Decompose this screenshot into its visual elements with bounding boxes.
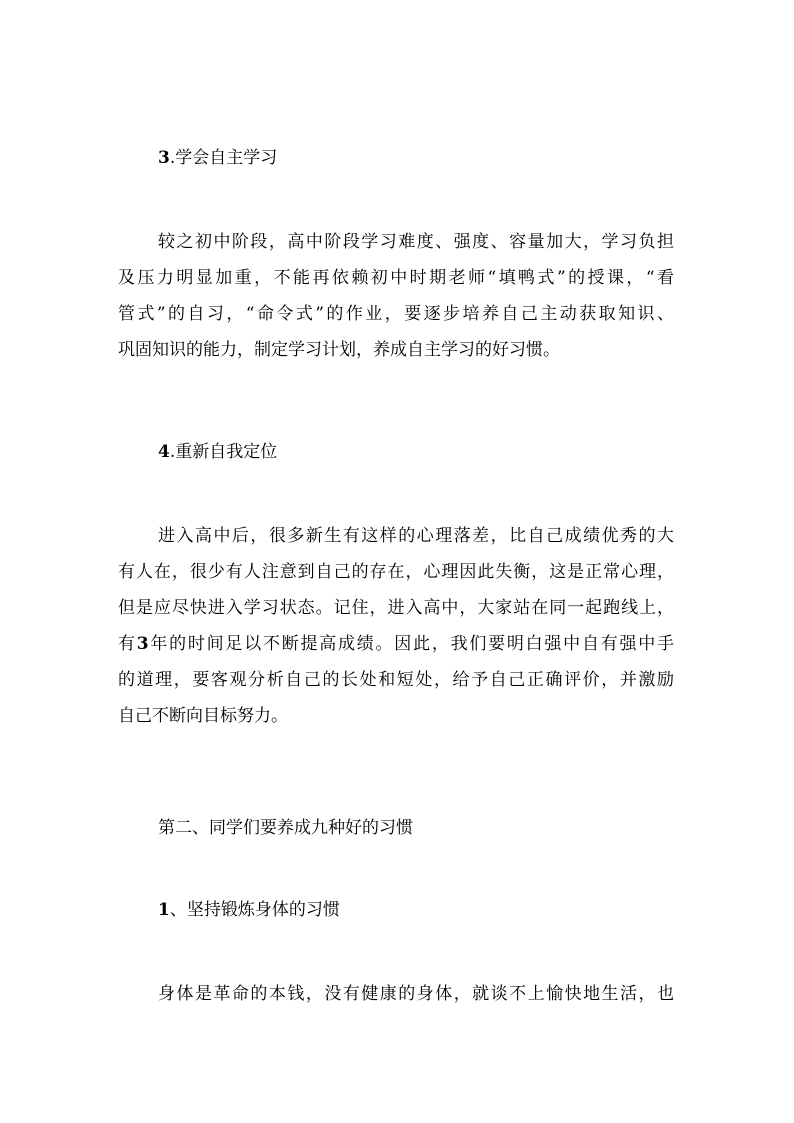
section-3-paragraph <box>118 224 674 368</box>
paragraph-line: 身体是革命的本钱，没有健康的身体，就谈不上愉快地生活，也 <box>158 984 674 1004</box>
part-2-heading <box>158 816 413 840</box>
paragraph-line: 但是应尽快进入学习状态。记住，进入高中，大家站在同一起跑线上， <box>118 598 674 618</box>
habit-1-paragraph <box>118 976 674 1012</box>
section-3-title: .学会自主学习 <box>169 148 278 168</box>
habit-1-heading <box>158 898 340 922</box>
habit-1-number: 1 <box>158 900 170 920</box>
section-3-heading <box>158 146 277 170</box>
section-4-title: .重新自我定位 <box>169 442 278 462</box>
paragraph-line: 自己不断向目标努力。 <box>118 706 288 726</box>
years-number: 3 <box>136 634 149 654</box>
paragraph-line: 有人在，很少有人注意到自己的存在，心理因此失衡，这是正常心理， <box>118 562 674 582</box>
line-suffix: 年的时间足以不断提高成绩。因此，我们要明白强中自有强中手 <box>148 634 675 654</box>
line-prefix: 有 <box>118 634 137 654</box>
section-4-heading <box>158 440 277 464</box>
paragraph-line: 进入高中后，很多新生有这样的心理落差，比自己成绩优秀的大 <box>158 526 674 546</box>
paragraph-line: 较之初中阶段，高中阶段学习难度、强度、容量加大，学习负担 <box>158 232 674 252</box>
habit-1-title: 、坚持锻炼身体的习惯 <box>169 900 340 920</box>
paragraph-line: 及压力明显加重，不能再依赖初中时期老师“填鸭式”的授课，“看 <box>118 268 674 288</box>
paragraph-line: 的道理，要客观分析自己的长处和短处，给予自己正确评价，并激励 <box>118 670 674 690</box>
part-2-title: 第二、同学们要养成九种好的习惯 <box>158 818 413 838</box>
section-4-number: 4 <box>158 442 170 462</box>
paragraph-line: 巩固知识的能力，制定学习计划，养成自主学习的好习惯。 <box>118 340 560 360</box>
section-3-number: 3 <box>158 148 170 168</box>
paragraph-line: 管式”的自习，“命令式”的作业，要逐步培养自己主动获取知识、 <box>118 304 674 324</box>
paragraph-line <box>118 626 674 662</box>
section-4-paragraph <box>118 518 674 734</box>
